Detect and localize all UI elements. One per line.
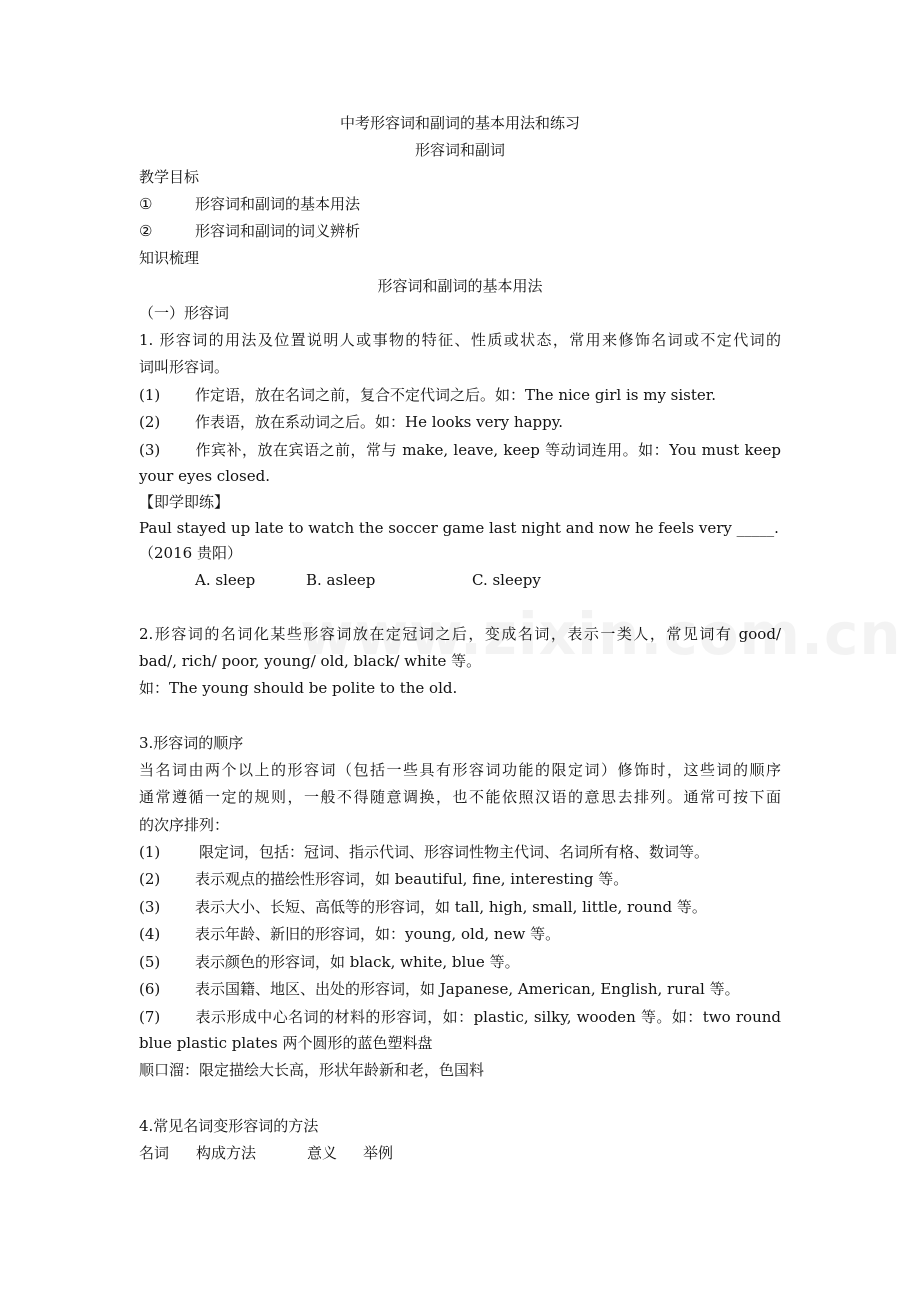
list-item — [139, 868, 628, 890]
paragraph-line: your eyes closed. — [139, 467, 270, 485]
list-marker: (5) — [139, 953, 161, 971]
list-marker: (7) — [139, 1008, 161, 1026]
list-text: 作定语，放在名词之前，复合不定代词之后。如：The nice girl is my sister. — [195, 386, 717, 404]
list-text: 表示年龄、新旧的形容词，如：young, old, new 等。 — [195, 925, 561, 943]
example-line: 如：The young should be polite to the old. — [139, 679, 458, 697]
list-text: 作表语，放在系动词之后。如：He looks very happy. — [195, 413, 563, 431]
list-text: 限定词，包括：冠词、指示代词、形容词性物主代词、名词所有格、数词等。 — [199, 843, 710, 861]
section-heading: 3.形容词的顺序 — [139, 734, 244, 752]
list-text: 表示国籍、地区、出处的形容词，如 Japanese, American, English, rural 等。 — [195, 980, 740, 998]
list-item — [139, 439, 781, 461]
option-c: C. sleepy — [472, 571, 541, 589]
column-header: 构成方法 — [196, 1144, 257, 1162]
paragraph-line: bad/, rich/ poor, young/ old, black/ white 等。 — [139, 652, 482, 670]
list-marker: (2) — [139, 413, 161, 431]
list-marker: (2) — [139, 870, 161, 888]
list-marker: (1) — [139, 843, 161, 861]
list-text: 表示颜色的形容词，如 black, white, blue 等。 — [195, 953, 520, 971]
exercise-question: Paul stayed up late to watch the soccer game last night and now he feels very _____. — [139, 519, 779, 537]
column-header: 意义 — [307, 1144, 338, 1162]
document-title: 中考形容词和副词的基本用法和练习 — [339, 114, 580, 132]
option-a: A. sleep — [195, 571, 256, 589]
paragraph-line: blue plastic plates 两个圆形的蓝色塑料盘 — [139, 1034, 433, 1052]
list-text: 表示观点的描绘性形容词，如 beautiful, fine, interesting 等。 — [195, 870, 629, 888]
knowledge-heading: 知识梳理 — [139, 249, 200, 267]
goal-marker: ② — [139, 222, 153, 240]
column-header: 举例 — [363, 1144, 394, 1162]
goal-text: 形容词和副词的基本用法 — [195, 195, 361, 213]
list-item — [139, 896, 707, 918]
list-item — [139, 1006, 781, 1028]
exercise-heading: 【即学即练】 — [139, 493, 230, 511]
list-marker: (3) — [139, 441, 161, 459]
option-b: B. asleep — [306, 571, 376, 589]
list-marker: (3) — [139, 898, 161, 916]
goal-marker: ① — [139, 195, 153, 213]
paragraph-line: 2.形容词的名词化某些形容词放在定冠词之后，变成名词，表示一类人，常见词有 good/ — [139, 625, 781, 643]
rhyme-line: 顺口溜：限定描绘大长高，形状年龄新和老，色国料 — [139, 1061, 485, 1079]
list-text: 表示形成中心名词的材料的形容词，如：plastic, silky, wooden 等。如：two round — [195, 1008, 781, 1026]
goal-item — [139, 220, 360, 242]
part-heading: （一）形容词 — [139, 304, 230, 322]
list-item — [139, 411, 563, 433]
paragraph-line: 通常遵循一定的规则，一般不得随意调换，也不能依照汉语的意思去排列。通常可按下面 — [139, 788, 781, 806]
document-subtitle: 形容词和副词 — [414, 141, 505, 159]
section-heading: 4.常见名词变形容词的方法 — [139, 1117, 319, 1135]
list-item — [139, 923, 560, 945]
list-marker: (1) — [139, 386, 161, 404]
list-item — [139, 841, 709, 863]
list-marker: (4) — [139, 925, 161, 943]
column-header: 名词 — [139, 1144, 170, 1162]
paragraph-line: 词叫形容词。 — [139, 358, 230, 376]
paragraph-line: 的次序排列： — [139, 816, 230, 834]
paragraph-line: 1. 形容词的用法及位置说明人或事物的特征、性质或状态，常用来修饰名词或不定代词的 — [139, 331, 781, 349]
goal-item — [139, 193, 360, 215]
goals-heading: 教学目标 — [139, 168, 200, 186]
paragraph-line: 当名词由两个以上的形容词（包括一些具有形容词功能的限定词）修饰时，这些词的顺序 — [139, 761, 781, 779]
table-header — [139, 1142, 393, 1164]
list-text: 作宾补，放在宾语之前，常与 make, leave, keep 等动词连用。如：You must keep — [195, 441, 781, 459]
list-item — [139, 384, 716, 406]
list-text: 表示大小、长短、高低等的形容词，如 tall, high, small, little, round 等。 — [195, 898, 707, 916]
goal-text: 形容词和副词的词义辨析 — [195, 222, 361, 240]
list-item — [139, 951, 520, 973]
exercise-source: （2016 贵阳） — [139, 544, 242, 562]
list-marker: (6) — [139, 980, 161, 998]
list-item — [139, 978, 740, 1000]
section-title: 形容词和副词的基本用法 — [377, 277, 543, 295]
